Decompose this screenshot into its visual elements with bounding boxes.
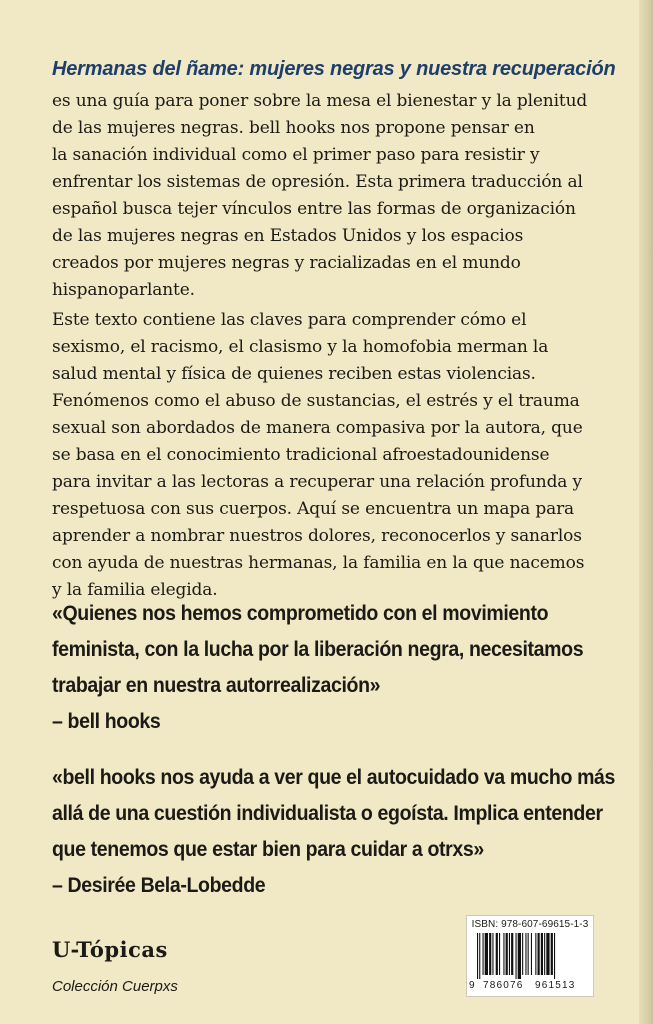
barcode-bar [554,933,555,979]
text-line: hispanoparlante. [52,280,195,300]
text-line: sexismo, el racismo, el clasismo y la homofobia merman la [52,337,549,357]
barcode-bar [518,933,521,979]
barcode-bar [496,933,498,975]
quote-line: «bell hooks nos ayuda a ver que el autocuidado va mucho más [52,766,616,789]
text-line: para invitar a las lectoras a recuperar una relación profunda y [52,472,583,492]
barcode-bar [516,933,517,979]
barcode-bar [538,933,540,975]
description-paragraph-2 [52,307,612,604]
book-title: Hermanas del ñame: mujeres negras y nuestra recuperación [52,58,616,80]
barcode-bar [477,933,478,979]
quote-attribution: – Desirée Bela-Lobedde [52,874,266,897]
text-line: y la familia elegida. [52,580,218,600]
barcode-bar [489,933,491,975]
isbn-barcode [466,915,594,997]
barcode-bar [535,933,536,975]
text-line: Este texto contiene las claves para comprender cómo el [52,310,527,330]
text-line: la sanación individual como el primer paso para resistir y [52,145,540,165]
barcode-bar [479,933,480,979]
barcode-bar [492,933,493,975]
text-line: con ayuda de nuestras hermanas, la familia en la que nacemos [52,553,585,573]
pull-quote-bell-hooks [52,596,612,740]
barcode-bar [483,933,484,975]
quote-attribution: – bell hooks [52,710,161,733]
quote-line: «Quienes nos hemos comprometido con el movimiento [52,602,549,625]
barcode-digits-left: 786076 [483,980,524,991]
barcode-bar [511,933,513,975]
barcode-bar [509,933,510,975]
text-line: español busca tejer vínculos entre las formas de organización [52,199,576,219]
text-line: de las mujeres negras en Estados Unidos y los espacios [52,226,524,246]
barcode-bar [551,933,553,975]
collection-name: Colección Cuerpxs [52,978,178,995]
barcode-bar [544,933,545,975]
barcode-bar [503,933,504,975]
text-line: es una guía para poner sobre la mesa el bienestar y la plenitud [52,91,588,111]
text-line: respetuosa con sus cuerpos. Aquí se encuentra un mapa para [52,499,575,519]
barcode-bars [475,933,585,979]
barcode-bar [531,933,532,975]
barcode-bar [506,933,508,975]
barcode-bar [499,933,500,975]
barcode-bar [522,933,523,975]
text-line: enfrentar los sistemas de opresión. Esta primera traducción al [52,172,583,192]
text-line: se basa en el conocimiento tradicional afroestadounidense [52,445,550,465]
barcode-bar [541,933,543,975]
description-paragraph-1 [52,88,612,304]
isbn-label: ISBN: 978-607-69615-1-3 [471,919,589,930]
text-line: salud mental y física de quienes reciben estas violencias. [52,364,536,384]
barcode-digit-first: 9 [469,980,476,991]
book-spine-edge [639,0,653,1024]
quote-line: que tenemos que estar bien para cuidar a otrxs» [52,838,484,861]
text-line: sexual son abordados de manera compasiva por la autora, que [52,418,583,438]
barcode-digits-right: 961513 [535,980,576,991]
text-line: creados por mujeres negras y racializadas en el mundo [52,253,521,273]
quote-line: trabajar en nuestra autorrealización» [52,674,381,697]
text-line: aprender a nombrar nuestros dolores, reconocerlos y sanarlos [52,526,582,546]
publisher-logo: U-Tópicas [52,937,168,962]
text-line: Fenómenos como el abuso de sustancias, el estrés y el trauma [52,391,580,411]
barcode-bar [485,933,488,975]
barcode-bar [546,933,549,975]
barcode-bar [528,933,529,975]
barcode-bar [525,933,526,975]
quote-line: allá de una cuestión individualista o egoísta. Implica entender [52,802,603,825]
pull-quote-desiree [52,760,616,904]
text-line: de las mujeres negras. bell hooks nos propone pensar en [52,118,535,138]
quote-line: feminista, con la lucha por la liberación negra, necesitamos [52,638,584,661]
